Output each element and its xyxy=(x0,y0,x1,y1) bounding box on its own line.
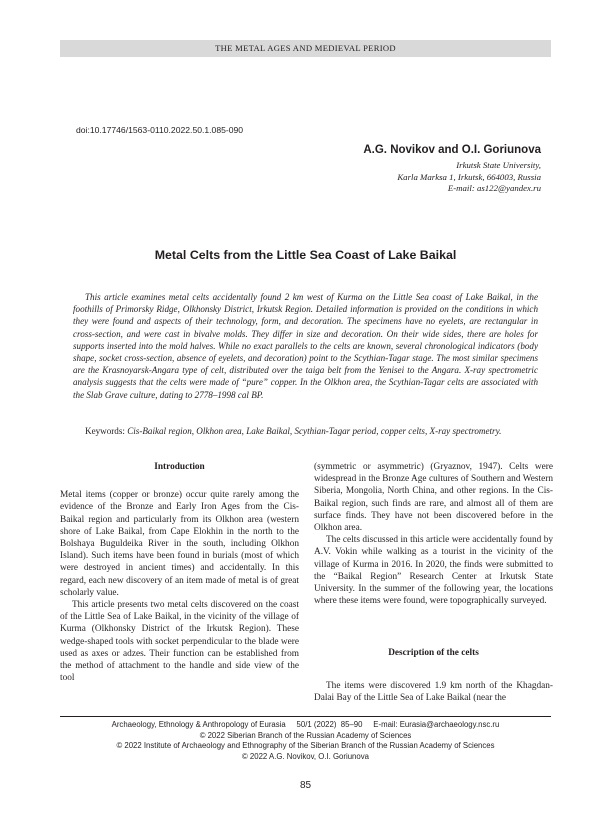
affiliation-institution: Irkutsk State University, xyxy=(456,160,541,170)
description-heading: Description of the celts xyxy=(388,648,479,659)
doi: doi:10.17746/1563-0110.2022.50.1.085-090 xyxy=(76,125,244,135)
footer-copyright-3: © 2022 A.G. Novikov, O.I. Goriunova xyxy=(242,751,369,761)
introduction-heading: Introduction xyxy=(154,462,205,472)
left-column xyxy=(60,461,299,684)
abstract: This article examines metal celts accidentally found 2 km west of Kurma on the Little Sea coast of Lake Baikal, in the foothills of Primorsky Ridge, Olkhonsky District, Irkutsk Region. Detailed information is provided on the conditions in which they were found and aspects of their technology, form, and decoration. The specimens have no eyelets, are rectangular in cross-section, and were cast in bivalve molds. They differ in size and decoration. On their wide sides, there are holes for supports inserted into the mold halves. While no exact parallels to the celts are known, several chronological indicators (body shape, socket cross-section, absence of eyelets, and decoration) point to the Scythian-Tagar stage. The most similar specimens are the Krasnoyarsk-Angara type of celt, distributed over the taiga belt from the Yenisei to the Angara. X-ray spectrometric analysis suggests that the celts were made of “pure” copper. In the Olkhon area, the Scythian-Tagar celts are associated with the Slab Grave culture, dating to 2778–1998 cal BP. xyxy=(73,292,538,400)
running-header: THE METAL AGES AND MEDIEVAL PERIOD xyxy=(60,40,551,57)
keywords-list: Cis-Baikal region, Olkhon area, Lake Baikal, Scythian-Tagar period, copper celts, X-ray spectrometry. xyxy=(127,426,502,436)
intro-paragraph-1: Metal items (copper or bronze) occur quite rarely among the evidence of the Bronze and Early Iron Ages from the Cis-Baikal region and particularly from its Olkhon area (western shore of Lake Baikal, from Cape Elokhin in the north to the Bolshaya Buguldeika River in the south, including Olkhon Island). Such items have been found in burials (most of which were destroyed in ancient times) and accidentally. In this regard, each new discovery of an item made of metal is of great scholarly value. xyxy=(60,490,299,598)
author-block xyxy=(241,144,541,195)
page-number: 85 xyxy=(299,780,312,791)
footer-copyright-1: © 2022 Siberian Branch of the Russian Academy of Sciences xyxy=(199,730,412,740)
intro-paragraph-3: (symmetric or asymmetric) (Gryaznov, 1947). Celts were widespread in the Bronze Age cultures of Southern and Western Siberia, Mongolia, North China, and other regions. In the Cis-Baikal region, such finds are rare, and almost all of them are surface finds. They have not been discovered before in the Olkhon area. xyxy=(314,462,553,534)
authors: A.G. Novikov and O.I. Goriunova xyxy=(363,144,541,156)
intro-paragraph-4: The celts discussed in this article were accidentally found by A.V. Vokin while walking as a tourist in the vicinity of the village of Kurma in 2016. In 2020, the finds were submitted to the “Baikal Region” Research Center at Irkutsk State University. In the summer of the following year, the locations where these items were found, were topographically surveyed. xyxy=(314,535,553,607)
right-column xyxy=(314,461,553,704)
keywords-label: Keywords: xyxy=(85,426,125,436)
footer-journal-line: Archaeology, Ethnology & Anthropology of Eurasia 50/1 (2022) 85–90 E-mail: Eurasia@archaeology.nsc.ru xyxy=(111,720,500,729)
article-title: Metal Celts from the Little Sea Coast of Lake Baikal xyxy=(154,248,457,262)
affiliation-email: E-mail: as122@yandex.ru xyxy=(447,183,541,193)
footer-copyright-2: © 2022 Institute of Archaeology and Ethnography of the Siberian Branch of the Russian Academy of Sciences xyxy=(116,741,495,750)
keywords xyxy=(73,425,538,437)
affiliation-address: Karla Marksa 1, Irkutsk, 664003, Russia xyxy=(397,171,541,182)
footer-divider xyxy=(60,716,551,717)
intro-paragraph-2: This article presents two metal celts discovered on the coast of the Little Sea of Lake Baikal, in the vicinity of the village of Kurma (Olkhonsky District of the Irkutsk Region). These wedge-shaped tools with socket perpendicular to the blade were used as axes or adzes. Their function can be established from the method of attachment to the handle and side view of the tool xyxy=(60,600,299,684)
description-paragraph-1: The items were discovered 1.9 km north of the Khagdan-Dalai Bay of the Little Sea of Lake Baikal (near the xyxy=(314,680,553,703)
footer xyxy=(60,720,551,762)
